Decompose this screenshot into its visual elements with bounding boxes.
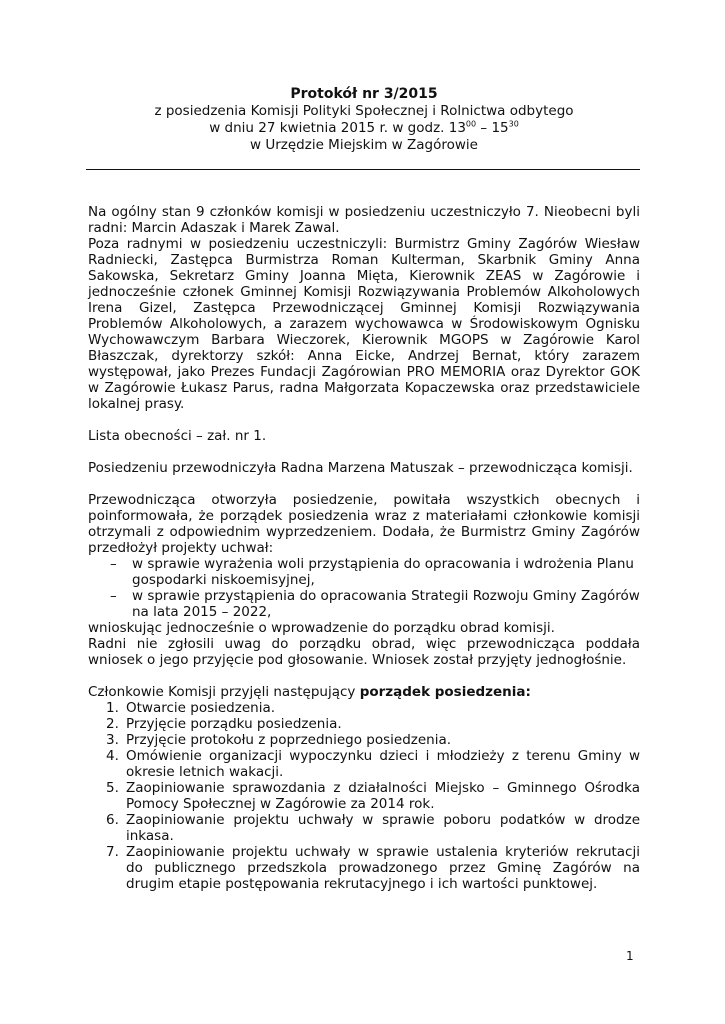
header-line-1: z posiedzenia Komisji Polityki Społecznej i Rolnictwa odbytego <box>154 103 574 119</box>
time-start-minutes: 00 <box>465 119 477 129</box>
dash-marker: – <box>110 556 117 572</box>
resolution-text: w sprawie wyrażenia woli przystąpienia do opracowania i wdrożenia Planu gospodarki niskoemisyjnej, <box>132 556 634 588</box>
list-item <box>110 556 640 588</box>
motion-paragraph-2: Radni nie zgłosili uwag do porządku obrad, więc przewodnicząca poddała wniosek o jego przyjęcie pod głosowanie. Wniosek został przyjęty jednogłośnie. <box>88 636 640 668</box>
agenda-text: Przyjęcie porządku posiedzenia. <box>126 716 342 732</box>
agenda-intro-text: Członkowie Komisji przyjęli następujący <box>88 684 360 700</box>
document-header <box>88 86 640 154</box>
protocol-title: Protokół nr 3/2015 <box>290 86 438 102</box>
agenda-number: 4. <box>106 748 119 764</box>
agenda-intro <box>88 684 640 700</box>
guests-paragraph: Poza radnymi w posiedzeniu uczestniczyli: Burmistrz Gminy Zagórów Wiesław Radniecki, Zastępca Burmistrza Roman Kulterman, Skarbnik Gminy Anna Sakowska, Sekretarz Gminy Joanna Mięta, Kierownik ZEAS w Zagórowie i jednocześnie członek Gminnej Komisji Rozwiązywania Problemów Alkoholowych Irena Gizel, Zastępca Przewodniczącej Gminnej Komisji Rozwiązywania Problemów Alkoholowych, a zarazem wychowawca w Środowiskowym Ognisku Wychowawczym Barbara Wieczorek, Kierownik MGOPS w Zagórowie Karol Błaszczak, dyrektorzy szkół: Anna Eicke, Andrzej Bernat, który zarazem występował, jako Prezes Fundacji Zagórowian PRO MEMORIA oraz Dyrektor GOK w Zagórowie Łukasz Parus, radna Małgorzata Kopaczewska oraz przedstawiciele lokalnej prasy. <box>88 236 640 412</box>
motion-paragraph-1: wnioskując jednocześnie o wprowadzenie do porządku obrad komisji. <box>88 620 555 636</box>
time-end-minutes: 30 <box>508 119 519 129</box>
document-body <box>88 204 640 892</box>
agenda-number: 7. <box>106 844 119 860</box>
list-item <box>88 780 640 812</box>
agenda-list <box>88 700 640 892</box>
list-item <box>110 588 640 620</box>
list-item <box>88 748 640 780</box>
agenda-text: Zaopiniowanie projektu uchwały w sprawie ustalenia kryteriów rekrutacji do publicznego przedszkola prowadzonego przez Gminę Zagórów na drugim etapie postępowania rekrutacyjnego i ich wartości punktowej. <box>126 844 640 892</box>
agenda-number: 1. <box>106 700 119 716</box>
opening-paragraph: Przewodnicząca otworzyła posiedzenie, powitała wszystkich obecnych i poinformowała, że porządek posiedzenia wraz z materiałami członkowie komisji otrzymali z odpowiednim wyprzedzeniem. Dodała, że Burmistrz Gminy Zagórów przedłożył projekty uchwał: <box>88 492 640 556</box>
list-item <box>88 732 640 748</box>
attendance-paragraph: Na ogólny stan 9 członków komisji w posiedzeniu uczestniczyło 7. Nieobecni byli radni: Marcin Adaszak i Marek Zawal. <box>88 204 640 236</box>
agenda-intro-bold: porządek posiedzenia: <box>359 684 531 700</box>
agenda-number: 2. <box>106 716 119 732</box>
header-date-text: w dniu 27 kwietnia 2015 r. w godz. 13 <box>209 120 466 136</box>
agenda-text: Zaopiniowanie sprawozdania z działalności Miejsko – Gminnego Ośrodka Pomocy Społecznej w Zagórowie za 2014 rok. <box>126 780 640 812</box>
list-item <box>88 844 640 892</box>
header-line-3: w Urzędzie Miejskim w Zagórowie <box>250 137 478 153</box>
list-item <box>88 700 640 716</box>
agenda-number: 6. <box>106 812 119 828</box>
attendance-list-note: Lista obecności – zał. nr 1. <box>88 428 267 444</box>
resolutions-list <box>88 556 640 620</box>
page-number: 1 <box>626 949 634 963</box>
agenda-number: 3. <box>106 732 119 748</box>
header-divider <box>86 169 640 170</box>
time-separator: – 15 <box>476 120 509 136</box>
dash-marker: – <box>110 588 117 604</box>
chair-paragraph: Posiedzeniu przewodniczyła Radna Marzena Matuszak – przewodnicząca komisji. <box>88 460 633 476</box>
agenda-text: Zaopiniowanie projektu uchwały w sprawie poboru podatków w drodze inkasa. <box>126 812 640 844</box>
list-item <box>88 716 640 732</box>
resolution-text: w sprawie przystąpienia do opracowania Strategii Rozwoju Gminy Zagórów na lata 2015 – 2022, <box>132 588 640 620</box>
list-item <box>88 812 640 844</box>
agenda-text: Omówienie organizacji wypoczynku dzieci i młodzieży z terenu Gminy w okresie letnich wakacji. <box>126 748 640 780</box>
header-line-2 <box>88 120 640 137</box>
agenda-text: Przyjęcie protokołu z poprzedniego posiedzenia. <box>126 732 452 748</box>
agenda-number: 5. <box>106 780 119 796</box>
agenda-text: Otwarcie posiedzenia. <box>126 700 276 716</box>
